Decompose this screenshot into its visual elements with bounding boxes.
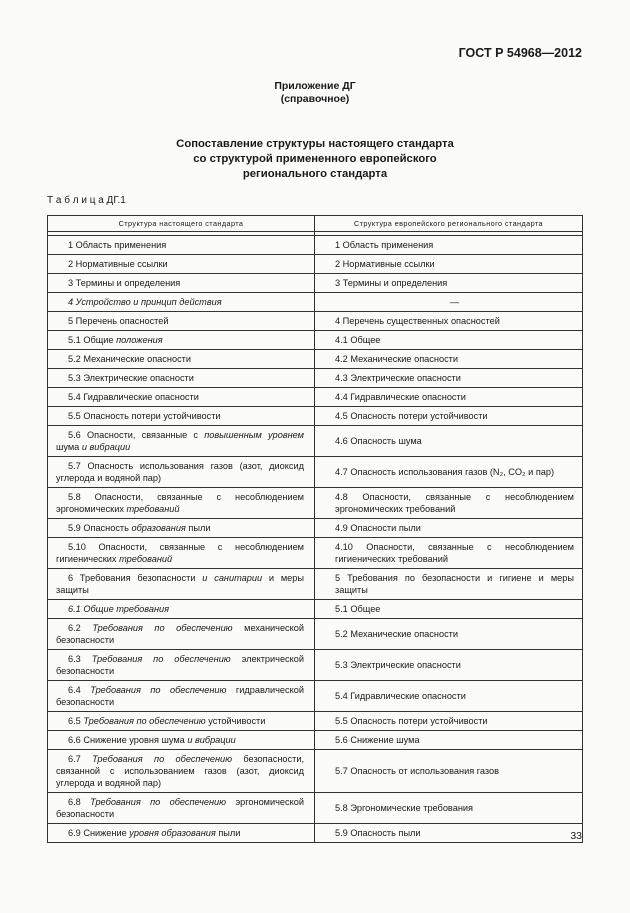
- cell-european-standard: [315, 824, 583, 843]
- cell-european-standard: [315, 712, 583, 731]
- cell-current-standard: [48, 793, 315, 824]
- cell-text: 6.8 Требования по обеспечению эргономической безопасности: [56, 797, 304, 819]
- table-row: [48, 824, 583, 843]
- cell-text: 5.6 Снижение шума: [335, 735, 420, 745]
- appendix-subtitle: (справочное): [280, 93, 350, 105]
- table-row: [48, 619, 583, 650]
- table-row: [48, 426, 583, 457]
- cell-european-standard: [315, 350, 583, 369]
- cell-text: 5.6 Опасности, связанные с повышенным уровнем шума и вибрации: [56, 430, 304, 452]
- cell-european-standard: [315, 793, 583, 824]
- cell-european-standard: [315, 569, 583, 600]
- cell-european-standard: [315, 750, 583, 793]
- cell-current-standard: [48, 236, 315, 255]
- cell-current-standard: [48, 369, 315, 388]
- cell-current-standard: [48, 293, 315, 312]
- table-row: [48, 236, 583, 255]
- cell-current-standard: [48, 488, 315, 519]
- cell-european-standard: [315, 388, 583, 407]
- cell-text: 5.7 Опасность использования газов (азот, диоксид углерода и водяной пар): [56, 461, 304, 483]
- cell-text: 4.3 Электрические опасности: [335, 373, 461, 383]
- cell-text: 5.2 Механические опасности: [335, 629, 459, 639]
- section-title-line: регионального стандарта: [242, 168, 388, 180]
- table-row: [48, 331, 583, 350]
- cell-text: 1 Область применения: [335, 240, 434, 250]
- document-code: ГОСТ Р 54968—2012: [458, 46, 582, 60]
- cell-current-standard: [48, 426, 315, 457]
- cell-current-standard: [48, 650, 315, 681]
- cell-text: 6.5 Требования по обеспечению устойчивости: [68, 716, 266, 726]
- cell-european-standard: [315, 293, 583, 312]
- table-row: [48, 457, 583, 488]
- table-row: [48, 650, 583, 681]
- cell-european-standard: [315, 255, 583, 274]
- cell-text: 5.4 Гидравлические опасности: [335, 691, 466, 701]
- cell-text: 2 Нормативные ссылки: [68, 259, 168, 269]
- cell-text: 4.5 Опасность потери устойчивости: [335, 411, 488, 421]
- cell-european-standard: [315, 236, 583, 255]
- comparison-table: [47, 215, 583, 843]
- cell-text: 5.8 Эргономические требования: [335, 803, 473, 813]
- table-row: [48, 388, 583, 407]
- cell-text: 5.3 Электрические опасности: [335, 660, 461, 670]
- table-row: [48, 569, 583, 600]
- table-row: [48, 731, 583, 750]
- cell-text: 5.9 Опасность образования пыли: [68, 523, 211, 533]
- cell-current-standard: [48, 457, 315, 488]
- table-row: [48, 350, 583, 369]
- cell-european-standard: [315, 426, 583, 457]
- cell-text: 6.7 Требования по обеспечению безопасности, связанной с использованием газов (азот, диоксид углерода и водяной пар): [56, 754, 305, 788]
- cell-current-standard: [48, 750, 315, 793]
- cell-text: 3 Термины и определения: [68, 278, 181, 288]
- cell-text: 4.1 Общее: [335, 335, 381, 345]
- cell-text: 4.10 Опасности, связанные с несоблюдением гигиенических требований: [335, 542, 574, 564]
- cell-european-standard: [315, 650, 583, 681]
- cell-text: 5.3 Электрические опасности: [68, 373, 194, 383]
- cell-text: 6 Требования безопасности и санитарии и меры защиты: [56, 573, 304, 595]
- page-number: 33: [570, 830, 582, 842]
- cell-current-standard: [48, 255, 315, 274]
- table-row: [48, 750, 583, 793]
- column-header-right: Структура европейского регионального стандарта: [315, 216, 583, 232]
- table-row: [48, 488, 583, 519]
- cell-european-standard: [315, 488, 583, 519]
- cell-current-standard: [48, 388, 315, 407]
- table-label: Т а б л и ц а ДГ.1: [47, 195, 126, 206]
- cell-current-standard: [48, 312, 315, 331]
- table-row: [48, 312, 583, 331]
- cell-text: 6.4 Требования по обеспечению гидравлической безопасности: [56, 685, 304, 707]
- cell-european-standard: [315, 312, 583, 331]
- section-title-line: Сопоставление структуры настоящего стандарта: [176, 138, 454, 150]
- cell-european-standard: [315, 600, 583, 619]
- cell-text: 3 Термины и определения: [335, 278, 448, 288]
- section-title: [0, 137, 630, 182]
- cell-text: 4 Устройство и принцип действия: [68, 297, 222, 307]
- cell-text: —: [449, 297, 460, 307]
- cell-current-standard: [48, 538, 315, 569]
- cell-text: 5.10 Опасности, связанные с несоблюдением гигиенических требований: [56, 542, 304, 564]
- cell-current-standard: [48, 274, 315, 293]
- cell-text: 5.7 Опасность от использования газов: [335, 766, 499, 776]
- table-row: [48, 369, 583, 388]
- cell-text: 6.6 Снижение уровня шума и вибрации: [68, 735, 236, 745]
- cell-text: 5 Требования по безопасности и гигиене и меры защиты: [335, 573, 574, 595]
- column-header-left: Структура настоящего стандарта: [48, 216, 315, 232]
- cell-text: 4.9 Опасности пыли: [335, 523, 421, 533]
- cell-text: 5.5 Опасность потери устойчивости: [68, 411, 221, 421]
- cell-european-standard: [315, 331, 583, 350]
- cell-european-standard: [315, 274, 583, 293]
- table-row: [48, 407, 583, 426]
- cell-text: 6.9 Снижение уровня образования пыли: [68, 828, 241, 838]
- cell-current-standard: [48, 519, 315, 538]
- cell-text: 4.2 Механические опасности: [335, 354, 459, 364]
- cell-text: 6.1 Общие требования: [68, 604, 170, 614]
- cell-text: 5.5 Опасность потери устойчивости: [335, 716, 488, 726]
- cell-text: 1 Область применения: [68, 240, 167, 250]
- cell-text: 2 Нормативные ссылки: [335, 259, 435, 269]
- cell-text: 4.8 Опасности, связанные с несоблюдением эргономических требований: [335, 492, 574, 514]
- cell-current-standard: [48, 731, 315, 750]
- cell-text: 6.3 Требования по обеспечению электрической безопасности: [56, 654, 305, 676]
- table-row: [48, 793, 583, 824]
- cell-text: 5.8 Опасности, связанные с несоблюдением эргономических требований: [56, 492, 304, 514]
- cell-european-standard: [315, 407, 583, 426]
- cell-european-standard: [315, 681, 583, 712]
- cell-current-standard: [48, 681, 315, 712]
- table-row: [48, 519, 583, 538]
- cell-current-standard: [48, 331, 315, 350]
- cell-european-standard: [315, 519, 583, 538]
- cell-text: 4.6 Опасность шума: [335, 436, 422, 446]
- cell-current-standard: [48, 824, 315, 843]
- cell-text: 5 Перечень опасностей: [68, 316, 169, 326]
- cell-current-standard: [48, 600, 315, 619]
- cell-european-standard: [315, 369, 583, 388]
- table-row: [48, 293, 583, 312]
- cell-text: 4 Перечень существенных опасностей: [335, 316, 500, 326]
- section-title-line: со структурой примененного европейского: [193, 153, 437, 165]
- cell-current-standard: [48, 350, 315, 369]
- cell-text: 5.1 Общее: [335, 604, 381, 614]
- cell-current-standard: [48, 712, 315, 731]
- cell-text: 4.7 Опасность использования газов (N₂, CO₂ и пар): [335, 467, 555, 477]
- cell-text: 5.9 Опасность пыли: [335, 828, 421, 838]
- table-row: [48, 274, 583, 293]
- cell-european-standard: [315, 619, 583, 650]
- cell-european-standard: [315, 538, 583, 569]
- table-row: [48, 681, 583, 712]
- table-row: [48, 255, 583, 274]
- cell-text: 5.2 Механические опасности: [68, 354, 192, 364]
- table-row: [48, 538, 583, 569]
- cell-text: 5.1 Общие положения: [68, 335, 163, 345]
- cell-text: 4.4 Гидравлические опасности: [335, 392, 466, 402]
- cell-current-standard: [48, 569, 315, 600]
- appendix-heading: [0, 80, 630, 106]
- cell-text: 6.2 Требования по обеспечению механической безопасности: [56, 623, 305, 645]
- appendix-title: Приложение ДГ: [274, 80, 356, 92]
- cell-current-standard: [48, 407, 315, 426]
- cell-text: 5.4 Гидравлические опасности: [68, 392, 199, 402]
- cell-current-standard: [48, 619, 315, 650]
- cell-european-standard: [315, 457, 583, 488]
- table-row: [48, 712, 583, 731]
- cell-european-standard: [315, 731, 583, 750]
- table-row: [48, 600, 583, 619]
